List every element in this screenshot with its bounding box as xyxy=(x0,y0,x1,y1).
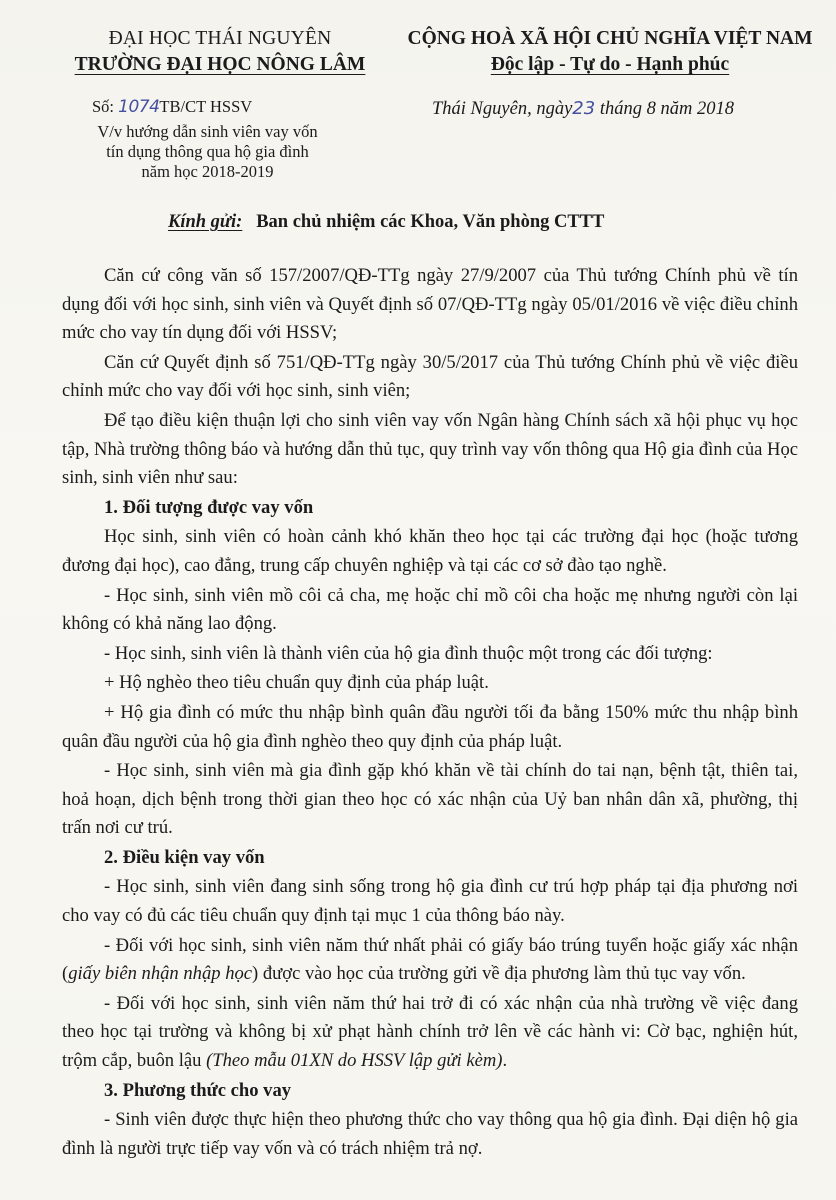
paragraph: Để tạo điều kiện thuận lợi cho sinh viên vay vốn Ngân hàng Chính sách xã hội phục vụ học tập, Nhà trường thông báo và hướng dẫn thủ tục, quy trình vay vốn thông qua Hộ gia đình của Học sinh, sinh viên như sau: xyxy=(62,409,798,489)
issuer-parent: ĐẠI HỌC THÁI NGUYÊN xyxy=(108,28,332,49)
paragraph: - Sinh viên được thực hiện theo phương thức cho vay thông qua hộ gia đình. Đại diện hộ gia đình là người trực tiếp vay vốn và có trách nhiệm trả nợ. xyxy=(62,1109,798,1159)
document-subject: V/v hướng dẫn sinh viên vay vốn tín dụng thông qua hộ gia đình năm học 2018-2019 xyxy=(97,122,318,181)
handwritten-day: 23 xyxy=(572,98,596,119)
paragraph: - Đối với học sinh, sinh viên năm thứ nhất phải có giấy báo trúng tuyển hoặc giấy xác nhận (giấy biên nhận nhập học) được vào học của trường gửi về địa phương làm thủ tục vay vốn. xyxy=(62,934,798,985)
document-body xyxy=(62,262,798,1164)
recipient-text: Ban chủ nhiệm các Khoa, Văn phòng CTTT xyxy=(256,212,605,232)
paragraph: - Học sinh, sinh viên mồ côi cả cha, mẹ hoặc chỉ mồ côi cha hoặc mẹ nhưng người còn lại không có khả năng lao động. xyxy=(62,584,798,635)
recipient-label: Kính gửi: xyxy=(168,212,243,232)
paragraph: - Học sinh, sinh viên đang sinh sống trong hộ gia đình cư trú hợp pháp tại địa phương nơi cho vay có đủ các tiêu chuẩn quy định tại mục 1 của thông báo này. xyxy=(62,876,798,927)
paragraph: + Hộ nghèo theo tiêu chuẩn quy định của pháp luật. xyxy=(104,672,489,694)
recipient xyxy=(168,212,604,233)
section-heading: 2. Điều kiện vay vốn xyxy=(104,846,265,868)
bleed-through xyxy=(650,8,830,28)
paragraph: - Học sinh, sinh viên mà gia đình gặp khó khăn về tài chính do tai nạn, bệnh tật, thiên tai, hoả hoạn, dịch bệnh trong thời gian theo học có xác nhận của Uỷ ban nhân dân xã, phường, thị trấn nơi cư trú. xyxy=(62,760,798,839)
country-name: CỘNG HOÀ XÃ HỘI CHỦ NGHĨA VIỆT NAM xyxy=(407,28,813,49)
paragraph: + Hộ gia đình có mức thu nhập bình quân đầu người tối đa bằng 150% mức thu nhập bình quân đầu người của hộ gia đình nghèo theo quy định của pháp luật. xyxy=(62,701,798,752)
issuer-name: TRƯỜNG ĐẠI HỌC NÔNG LÂM xyxy=(74,54,366,75)
paragraph: - Học sinh, sinh viên là thành viên của hộ gia đình thuộc một trong các đối tượng: xyxy=(104,642,713,664)
place-and-date: Thái Nguyên, ngày23 tháng 8 năm 2018 xyxy=(432,98,734,119)
issuer-block xyxy=(40,26,400,78)
paragraph: Học sinh, sinh viên có hoàn cảnh khó khăn theo học tại các trường đại học (hoặc tương đương đại học), cao đẳng, trung cấp chuyên nghiệp và tại các cơ sở đào tạo nghề. xyxy=(62,526,798,576)
section-heading: 1. Đối tượng được vay vốn xyxy=(104,496,314,518)
paragraph: Căn cứ công văn số 157/2007/QĐ-TTg ngày 27/9/2007 của Thủ tướng Chính phủ về tín dụng đối với học sinh, sinh viên và Quyết định số 07/QĐ-TTg ngày 05/01/2016 về việc điều chỉnh mức cho vay tín dụng đối với HSSV; xyxy=(62,265,798,344)
document-number: Số: 1074TB/CT HSSV xyxy=(92,97,253,117)
paragraph: Căn cứ Quyết định số 751/QĐ-TTg ngày 30/5/2017 của Thủ tướng Chính phủ về việc điều chỉnh mức cho vay đối với học sinh, sinh viên; xyxy=(62,351,798,402)
national-motto-block xyxy=(400,26,820,78)
handwritten-number: 1074 xyxy=(118,97,160,117)
paragraph: - Đối với học sinh, sinh viên năm thứ hai trở đi có xác nhận của nhà trường về việc đang theo học tại trường và không bị xử phạt hành chính trở lên về các hành vi: Cờ bạc, nghiện hút, trộm cắp, buôn lậu (Theo mẫu 01XN do HSSV lập gửi kèm). xyxy=(62,992,798,1072)
motto: Độc lập - Tự do - Hạnh phúc xyxy=(490,54,730,75)
section-heading: 3. Phương thức cho vay xyxy=(104,1079,292,1101)
